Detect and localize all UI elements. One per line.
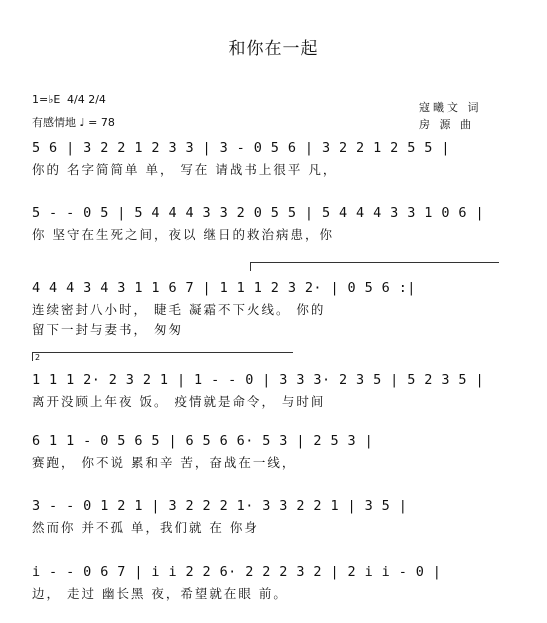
notation-line: 5 6 | 3 2 2 1 2 3 3 | 3 - 0 5 6 | 3 2 2 1 2 5 5 | bbox=[32, 140, 450, 156]
volta-bracket-2 bbox=[32, 352, 293, 361]
score-row-7 bbox=[32, 564, 498, 612]
lyricist-credit: 寇曦文 词 bbox=[419, 101, 482, 114]
page-title: 和你在一起 bbox=[228, 39, 319, 59]
notation-line: i - - 0 6 7 | i i 2 2 6· 2 2 2 3 2 | 2 i i - 0 | bbox=[32, 564, 442, 580]
lyric-line: 离开没顾上年夜 饭。 疫情就是命令， 与时间 bbox=[32, 394, 326, 409]
lyric-line: 然而你 并不孤 单，我们就 在 你身 bbox=[32, 520, 259, 535]
notation-line: 6 1 1 - 0 5 6 5 | 6 5 6 6· 5 3 | 2 5 3 | bbox=[32, 433, 374, 449]
score-row-3 bbox=[32, 280, 498, 337]
score-row-6 bbox=[32, 498, 498, 546]
score-row-2 bbox=[32, 205, 498, 253]
notation-line: 1 1 1 2· 2 3 2 1 | 1 - - 0 | 3 3 3· 2 3 5 | 5 2 3 5 | bbox=[32, 372, 484, 388]
score-row-5 bbox=[32, 433, 498, 481]
lyric-line: 边， 走过 幽长黑 夜，希望就在眼 前。 bbox=[32, 586, 288, 601]
score-row-1 bbox=[32, 140, 498, 188]
volta-bracket-1 bbox=[250, 262, 499, 271]
lyric-line: 赛跑， 你不说 累和辛 苦，奋战在一线， bbox=[32, 455, 297, 470]
notation-line: 5 - - 0 5 | 5 4 4 4 3 3 2 0 5 5 | 5 4 4 4 3 3 1 0 6 | bbox=[32, 205, 484, 221]
score-row-4 bbox=[32, 372, 498, 420]
lyric-line-verse-2: 留下一封与妻书， 匆匆 bbox=[32, 322, 183, 337]
notation-line: 3 - - 0 1 2 1 | 3 2 2 2 1· 3 3 2 2 1 | 3 5 | bbox=[32, 498, 408, 514]
notation-line: 4 4 4 3 4 3 1 1 6 7 | 1 1 1 2 3 2· | 0 5 6 :| bbox=[32, 280, 416, 296]
time-signature: 4/4 2/4 bbox=[67, 93, 106, 106]
lyric-line: 你的 名字简简单 单， 写在 请战书上很平 凡， bbox=[32, 162, 338, 177]
lyric-line: 你 坚守在生死之间，夜以 继日的救治病患，你 bbox=[32, 227, 334, 242]
tempo-marking: 有感情地 ♩ = 78 bbox=[32, 116, 115, 129]
volta-number: 2 bbox=[35, 353, 41, 362]
lyric-line: 连续密封八小时， 睫毛 凝霜不下火线。 你的 bbox=[32, 302, 326, 317]
key-signature: 1=♭E bbox=[32, 93, 61, 106]
composer-credit: 房 源 曲 bbox=[419, 118, 474, 131]
